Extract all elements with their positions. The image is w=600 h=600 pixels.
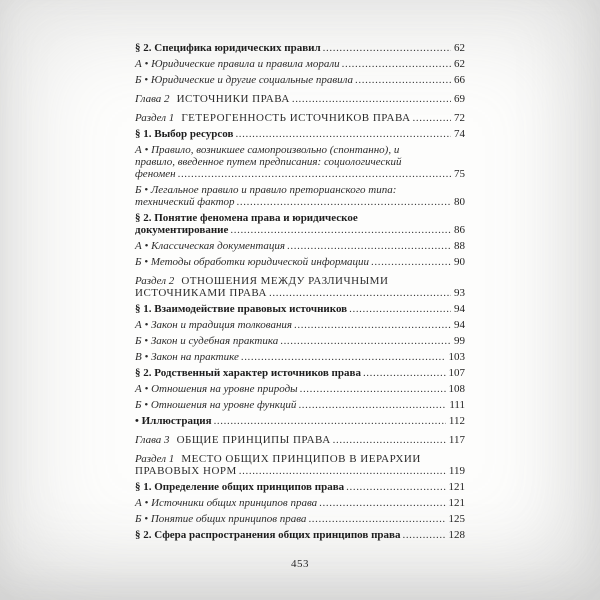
toc-entry: [135, 497, 465, 509]
toc-entry-last-line: [135, 240, 465, 252]
toc-entry-label: Раздел 2: [135, 275, 175, 287]
toc-entry-label: Глава 2: [135, 93, 170, 105]
dots-leader: [292, 319, 451, 331]
toc-entry-last-line: [135, 74, 465, 86]
toc-entry-line: [135, 184, 465, 196]
toc-entry-line: [135, 453, 465, 465]
dots-leader: [267, 287, 451, 299]
toc-entry-page: 62: [454, 58, 465, 70]
toc-entry: [135, 184, 465, 208]
toc-entry-last-line: [135, 399, 465, 411]
table-of-contents: [135, 42, 465, 541]
toc-entry: [135, 256, 465, 268]
toc-entry-last-line: [135, 335, 465, 347]
dots-leader: [296, 399, 446, 411]
toc-entry-page: 121: [448, 497, 465, 509]
toc-entry-page: 108: [448, 383, 465, 395]
toc-entry: [135, 42, 465, 54]
toc-entry-last-line: [135, 497, 465, 509]
toc-entry-page: 88: [454, 240, 465, 252]
toc-entry-title: ИСТОЧНИКИ ПРАВА: [176, 93, 290, 105]
toc-entry-title: А • Правило, возникшее самопроизвольно (спонтанно), и: [135, 144, 400, 156]
toc-entry: [135, 319, 465, 331]
dots-leader: [278, 335, 451, 347]
toc-entry-last-line: [135, 168, 465, 180]
toc-entry-last-line: [135, 383, 465, 395]
dots-leader: [237, 465, 446, 477]
dots-leader: [233, 128, 451, 140]
dots-leader: [239, 351, 446, 363]
dots-leader: [176, 168, 451, 180]
toc-entry: [135, 453, 465, 477]
dots-leader: [298, 383, 446, 395]
toc-entry-last-line: [135, 58, 465, 70]
dots-leader: [285, 240, 451, 252]
toc-entry-page: 128: [448, 529, 465, 541]
dots-leader: [290, 93, 451, 105]
toc-entry-page: 80: [454, 196, 465, 208]
dots-leader: [235, 196, 451, 208]
toc-entry-title: ГЕТЕРОГЕННОСТЬ ИСТОЧНИКОВ ПРАВА: [181, 112, 411, 124]
toc-entry: [135, 529, 465, 541]
toc-entry: [135, 335, 465, 347]
toc-entry-page: 74: [454, 128, 465, 140]
toc-entry: [135, 513, 465, 525]
toc-entry-last-line: [135, 367, 465, 379]
dots-leader: [347, 303, 451, 315]
toc-entry-last-line: [135, 351, 465, 363]
toc-entry-title: ИСТОЧНИКАМИ ПРАВА: [135, 287, 268, 299]
toc-entry-last-line: [135, 42, 465, 54]
toc-entry-page: 86: [454, 224, 465, 236]
toc-entry-last-line: [135, 256, 465, 268]
toc-entry-page: 117: [448, 434, 465, 446]
toc-entry-title: § 1. Выбор ресурсов: [135, 128, 234, 140]
dots-leader: [306, 513, 445, 525]
toc-entry: [135, 112, 465, 124]
toc-entry-last-line: [135, 319, 465, 331]
toc-entry-label: Раздел 1: [135, 112, 175, 124]
toc-entry-last-line: [135, 481, 465, 493]
toc-entry: [135, 144, 465, 180]
toc-entry-title: А • Классическая документация: [135, 240, 286, 252]
toc-entry: [135, 128, 465, 140]
toc-entry-page: 103: [448, 351, 465, 363]
toc-entry-title: Б • Методы обработки юридической информации: [135, 256, 370, 268]
dots-leader: [411, 112, 451, 124]
toc-entry-line: [135, 144, 465, 156]
toc-entry: [135, 240, 465, 252]
toc-entry-page: 93: [454, 287, 465, 299]
toc-entry-title: ОТНОШЕНИЯ МЕЖДУ РАЗЛИЧНЫМИ: [181, 275, 389, 287]
dots-leader: [353, 74, 451, 86]
toc-entry-title: ОБЩИЕ ПРИНЦИПЫ ПРАВА: [176, 434, 331, 446]
toc-entry-title: § 2. Понятие феномена права и юридическое: [135, 212, 358, 224]
dots-leader: [212, 415, 446, 427]
toc-entry-title: МЕСТО ОБЩИХ ПРИНЦИПОВ В ИЕРАРХИИ: [181, 453, 421, 465]
toc-entry-title: Б • Закон и судебная практика: [135, 335, 279, 347]
toc-entry-title: § 2. Специфика юридических правил: [135, 42, 321, 54]
toc-entry-title: • Иллюстрация: [135, 415, 212, 427]
toc-entry: [135, 434, 465, 446]
toc-entry-page: 66: [454, 74, 465, 86]
toc-entry-page: 94: [454, 319, 465, 331]
toc-entry-last-line: [135, 224, 465, 236]
toc-entry-last-line: [135, 112, 465, 124]
toc-entry-title: В • Закон на практике: [135, 351, 239, 363]
toc-entry-line: [135, 156, 465, 168]
toc-entry: [135, 415, 465, 427]
toc-entry-last-line: [135, 529, 465, 541]
toc-entry: [135, 303, 465, 315]
toc-entry-title: § 2. Родственный характер источников права: [135, 367, 361, 379]
toc-entry-page: 69: [454, 93, 465, 105]
toc-entry-title: Б • Легальное правило и правило преторианского типа:: [135, 184, 397, 196]
toc-entry-page: 119: [448, 465, 465, 477]
toc-entry-title: А • Юридические правила и правила морали: [135, 58, 340, 70]
toc-entry-title: Б • Юридические и другие социальные правила: [135, 74, 354, 86]
page-number: 453: [291, 558, 309, 570]
toc-entry-page: 112: [448, 415, 465, 427]
toc-entry-page: 62: [454, 42, 465, 54]
toc-entry-title: феномен: [135, 168, 176, 180]
toc-entry-line: [135, 275, 465, 287]
toc-entry-title: технический фактор: [135, 196, 235, 208]
toc-entry-last-line: [135, 287, 465, 299]
toc-entry-title: правило, введенное путем предписания: социологический: [135, 156, 402, 168]
toc-entry-title: ПРАВОВЫХ НОРМ: [135, 465, 237, 477]
toc-entry-title: § 1. Определение общих принципов права: [135, 481, 345, 493]
toc-entry: [135, 383, 465, 395]
toc-entry-title: А • Отношения на уровне природы: [135, 383, 298, 395]
toc-entry-page: 75: [454, 168, 465, 180]
toc-entry-title: документирование: [135, 224, 229, 236]
toc-entry-page: 125: [448, 513, 465, 525]
toc-entry: [135, 212, 465, 236]
dots-leader: [340, 58, 451, 70]
toc-entry-last-line: [135, 128, 465, 140]
toc-entry-title: § 2. Сфера распространения общих принципов права: [135, 529, 401, 541]
toc-entry: [135, 58, 465, 70]
toc-entry-title: § 1. Взаимодействие правовых источников: [135, 303, 348, 315]
toc-entry-page: 107: [448, 367, 465, 379]
toc-entry-page: 111: [449, 399, 465, 411]
toc-entry-last-line: [135, 513, 465, 525]
toc-entry: [135, 74, 465, 86]
toc-entry-last-line: [135, 93, 465, 105]
toc-entry: [135, 93, 465, 105]
dots-leader: [400, 529, 445, 541]
toc-entry-label: Раздел 1: [135, 453, 175, 465]
toc-entry-title: А • Закон и традиция толкования: [135, 319, 293, 331]
toc-entry-line: [135, 212, 465, 224]
toc-entry-page: 72: [454, 112, 465, 124]
dots-leader: [228, 224, 451, 236]
dots-leader: [331, 434, 446, 446]
toc-entry-page: 90: [454, 256, 465, 268]
dots-leader: [369, 256, 451, 268]
dots-leader: [321, 42, 451, 54]
toc-entry-last-line: [135, 303, 465, 315]
toc-entry-page: 121: [448, 481, 465, 493]
toc-entry-last-line: [135, 415, 465, 427]
toc-entry-last-line: [135, 434, 465, 446]
toc-entry-title: А • Источники общих принципов права: [135, 497, 318, 509]
dots-leader: [361, 367, 446, 379]
toc-entry-page: 99: [454, 335, 465, 347]
toc-entry-last-line: [135, 196, 465, 208]
dots-leader: [317, 497, 445, 509]
toc-entry-last-line: [135, 465, 465, 477]
toc-entry: [135, 367, 465, 379]
toc-entry-title: Б • Понятие общих принципов права: [135, 513, 307, 525]
dots-leader: [344, 481, 445, 493]
toc-entry-title: Б • Отношения на уровне функций: [135, 399, 297, 411]
toc-entry: [135, 481, 465, 493]
toc-entry-page: 94: [454, 303, 465, 315]
toc-entry: [135, 275, 465, 299]
toc-entry-label: Глава 3: [135, 434, 170, 446]
toc-entry: [135, 399, 465, 411]
toc-entry: [135, 351, 465, 363]
